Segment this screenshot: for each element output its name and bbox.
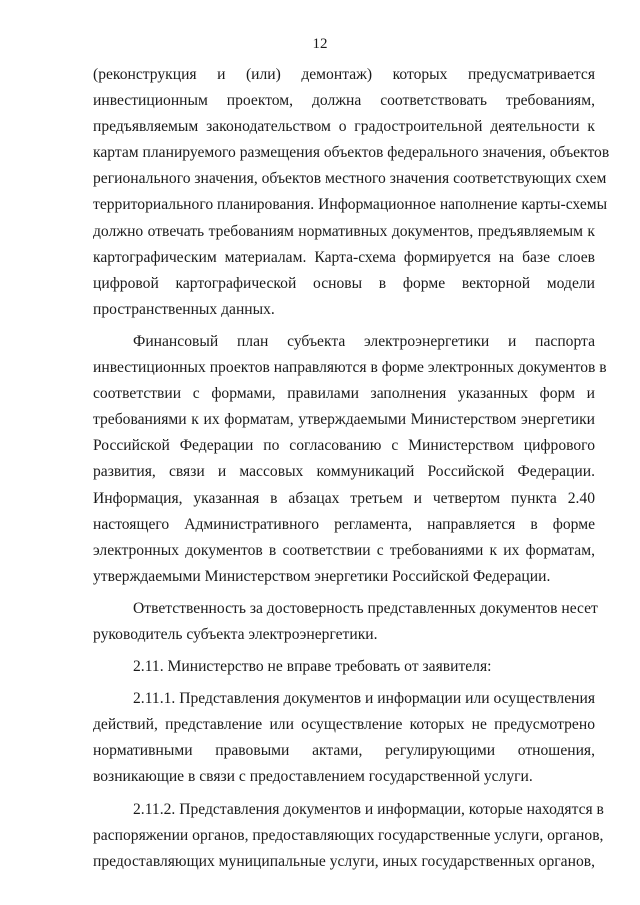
text-line: цифровой картографической основы в форме векторной модели (93, 274, 595, 292)
text-line: развития, связи и массовых коммуникаций Российской Федерации. (93, 463, 595, 481)
paragraph-1 (93, 62, 610, 323)
text-line: пространственных данных. (93, 300, 275, 318)
body-text (93, 62, 610, 875)
text-line: Российской Федерации по согласованию с Министерством цифрового (93, 437, 595, 455)
paragraph-2 (93, 329, 607, 590)
text-line: 2.11.1. Представления документов и информации или осуществления (133, 690, 595, 708)
text-line: руководитель субъекта электроэнергетики. (93, 625, 378, 643)
text-line: настоящего Административного регламента, направляется в форме (93, 515, 595, 533)
paragraph-4 (93, 654, 595, 680)
text-line: Финансовый план субъекта электроэнергетики и паспорта (133, 332, 595, 350)
text-line: 2.11.2. Представления документов и информации, которые находятся в (133, 800, 604, 818)
page-number: 12 (312, 36, 328, 52)
text-line: инвестиционным проектом, должна соответствовать требованиям, (93, 92, 595, 110)
text-line: электронных документов в соответствии с требованиями к их форматам, (93, 541, 595, 559)
text-line: Ответственность за достоверность представленных документов несет (133, 599, 598, 617)
text-line: распоряжении органов, предоставляющих государственные услуги, органов, (93, 826, 604, 844)
text-line: действий, представление или осуществление которых не предусмотрено (93, 716, 595, 734)
text-line: Информация, указанная в абзацах третьем и четвертом пункта 2.40 (93, 489, 595, 507)
paragraph-6 (93, 797, 604, 875)
text-line: картографическим материалам. Карта-схема формируется на базе слоев (93, 248, 595, 266)
text-line: требованиями к их форматам, утверждаемыми Министерством энергетики (93, 411, 595, 429)
text-line: предъявляемым законодательством о градостроительной деятельности к (93, 118, 595, 136)
text-line: регионального значения, объектов местного значения соответствующих схем (93, 170, 607, 188)
text-line: инвестиционных проектов направляются в форме электронных документов в (93, 359, 607, 377)
text-line: нормативными правовыми актами, регулирующими отношения, (93, 742, 595, 760)
text-line: картам планируемого размещения объектов федерального значения, объектов (93, 144, 610, 162)
text-line: утверждаемыми Министерством энергетики Российской Федерации. (93, 567, 551, 585)
paragraph-3 (93, 596, 598, 648)
text-line: должно отвечать требованиям нормативных документов, предъявляемым к (93, 222, 595, 240)
paragraph-5 (93, 686, 595, 790)
text-line: возникающие в связи с предоставлением государственной услуги. (93, 768, 533, 786)
text-line: (реконструкция и (или) демонтаж) которых предусматривается (93, 66, 595, 83)
text-line: предоставляющих муниципальные услуги, иных государственных органов, (93, 852, 595, 870)
text-line: соответствии с формами, правилами заполнения указанных форм и (93, 385, 595, 403)
text-line: территориального планирования. Информационное наполнение карты-схемы (93, 196, 608, 214)
text-line: 2.11. Министерство не вправе требовать от заявителя: (133, 658, 492, 676)
